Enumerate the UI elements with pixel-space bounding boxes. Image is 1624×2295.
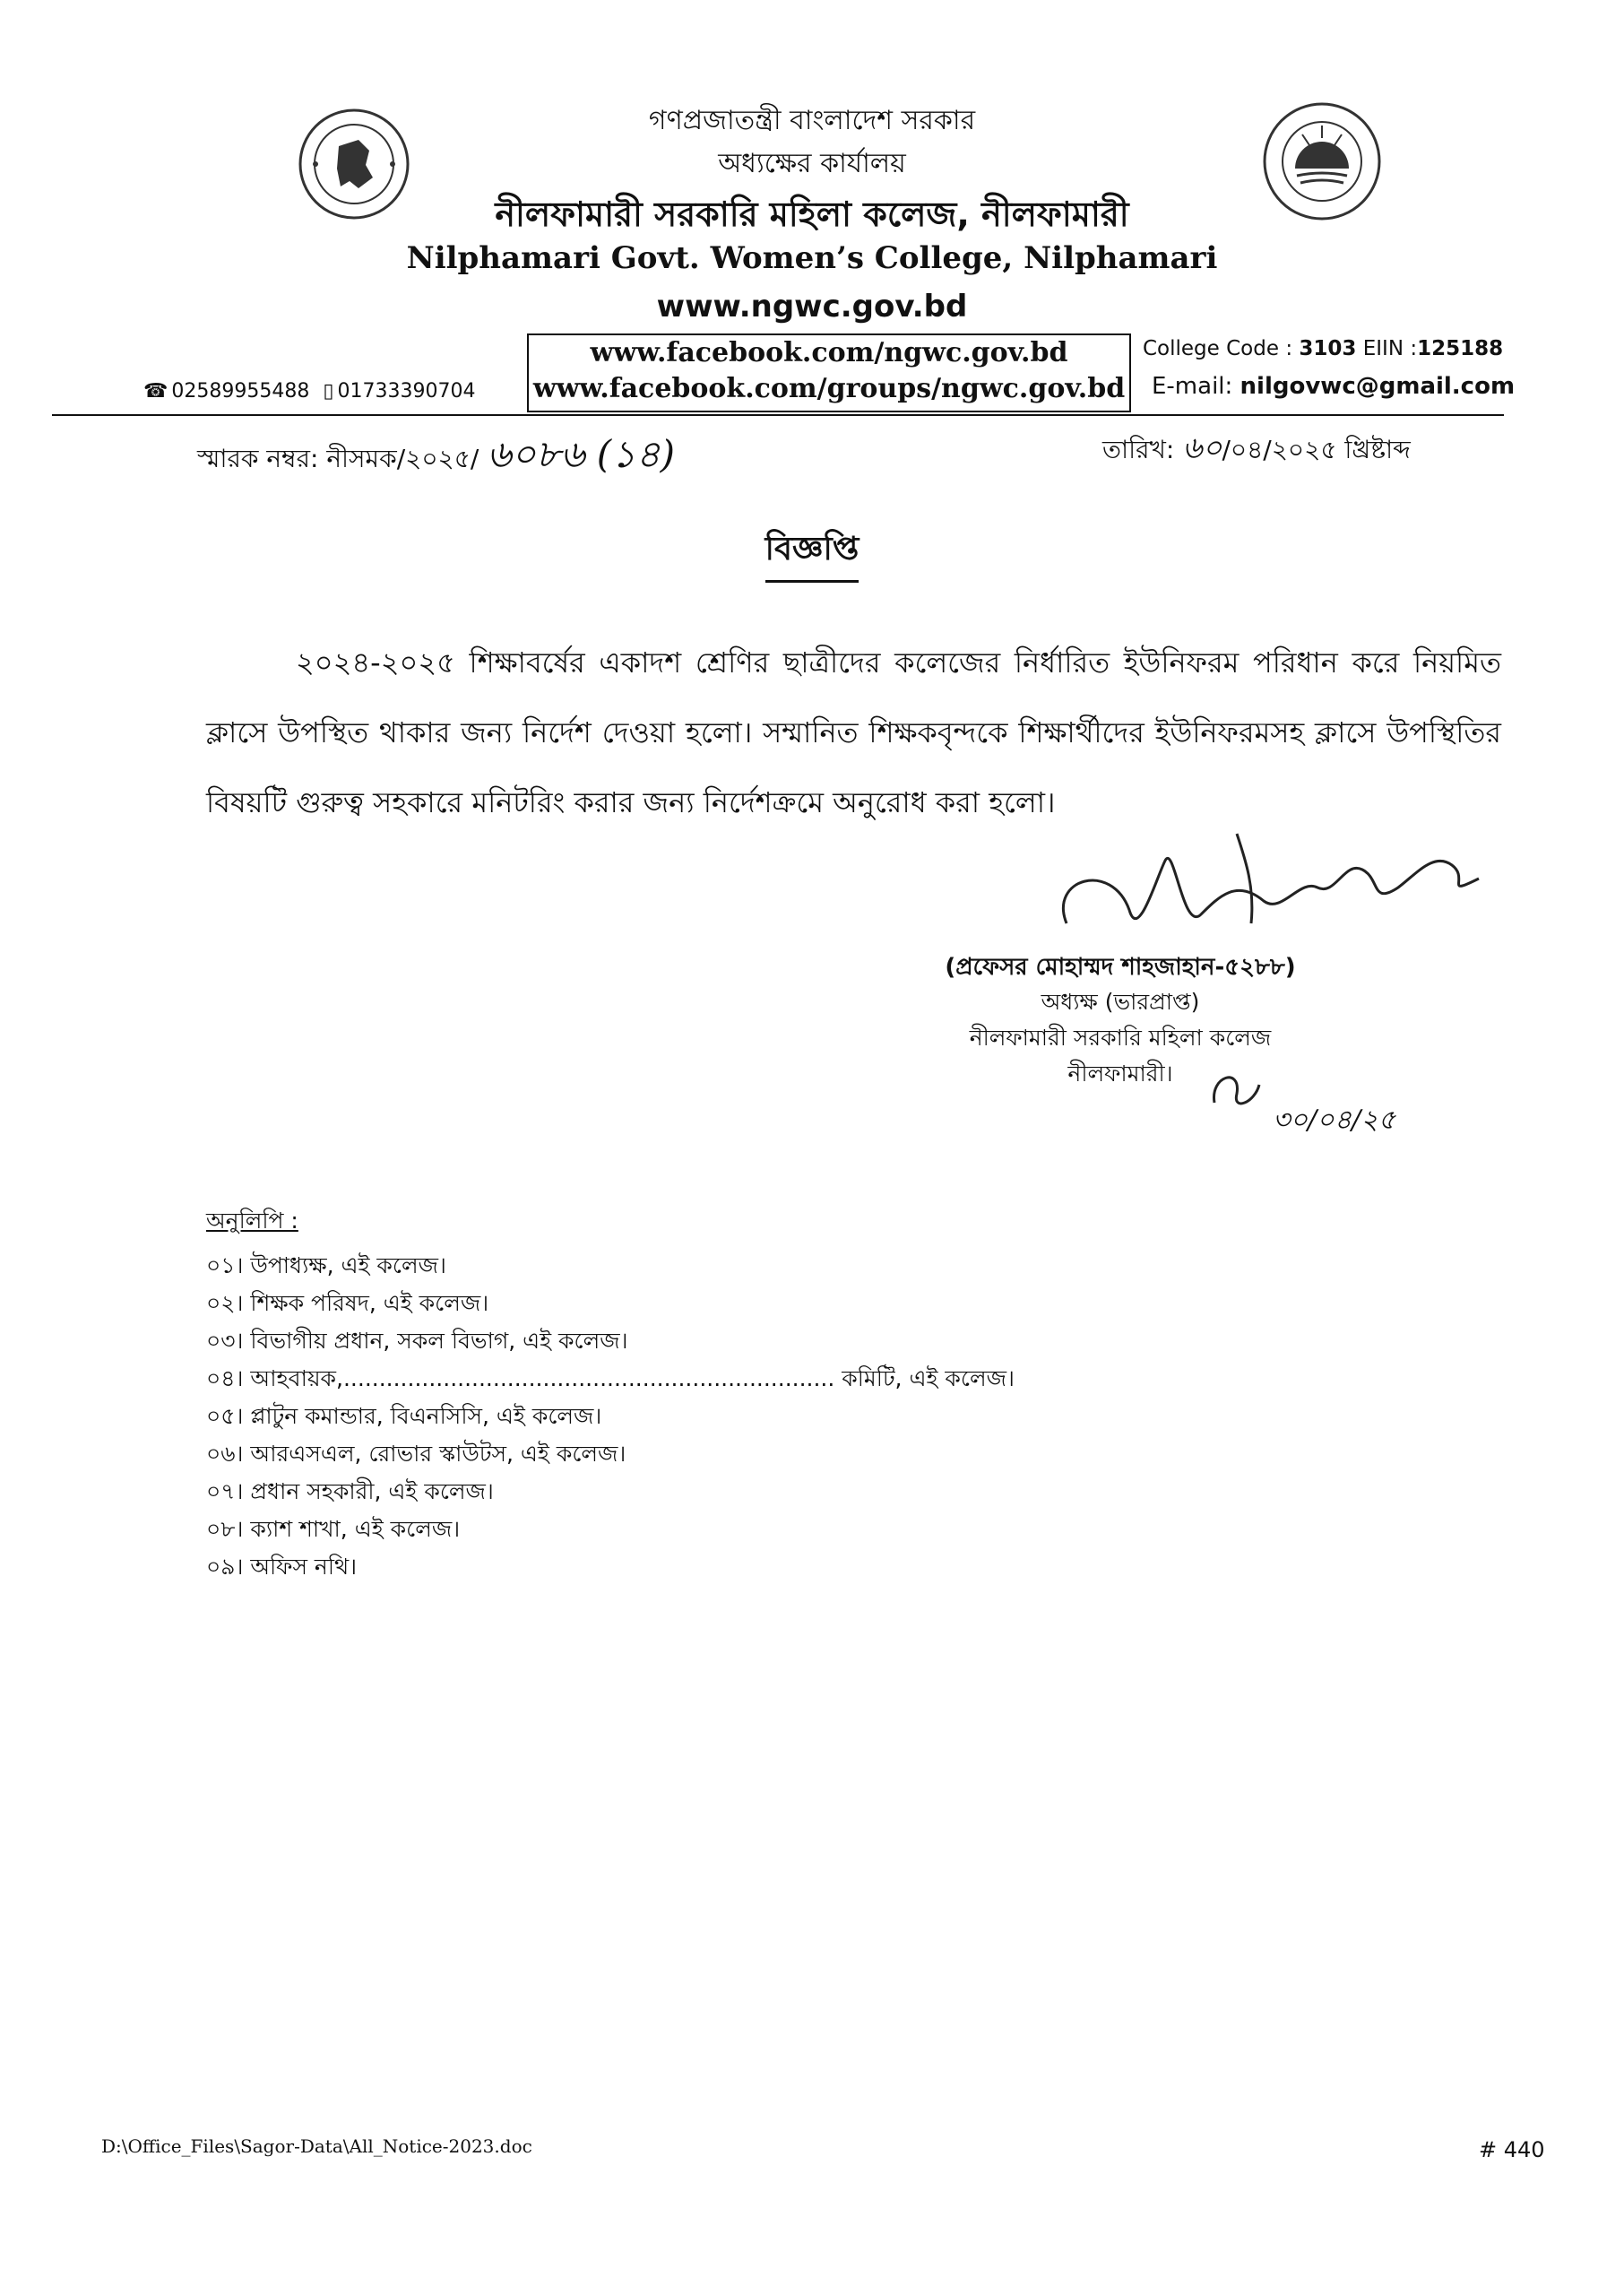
copy-to-heading: অনুলিপি : [206,1208,298,1234]
principal-signature [1031,825,1497,959]
initial-date: ৩০/০৪/২৫ [1273,1104,1396,1136]
initial-scribble [1205,1058,1268,1121]
college-code: 3103 [1299,337,1357,360]
eiin-label: EIIN : [1356,337,1418,360]
notice-title: বিজ্ঞপ্তি [765,524,860,583]
website-link[interactable]: www.ngwc.gov.bd [656,289,968,325]
list-item: ০২। শিক্ষক পরিষদ, এই কলেজ। [206,1290,489,1316]
memo-handwritten-number: ৬০৮৬ (১৪) [487,432,676,476]
phone-number: 02589955488 [171,380,310,403]
telephone-icon: ☎ [143,380,168,403]
date-handwritten-day: ৬০ [1182,430,1222,466]
signatory-designation: অধ্যক্ষ (ভারপ্রাপ্ত) [1041,989,1200,1015]
signatory-college: নীলফামারী সরকারি মহিলা কলেজ [969,1025,1272,1051]
facebook-group-link[interactable]: www.facebook.com/groups/ngwc.gov.bd [532,373,1126,404]
list-item: ০৩। বিভাগীয় প্রধান, সকল বিভাগ, এই কলেজ। [206,1328,628,1354]
college-code-line [1143,337,1503,360]
signatory-place: নীলফামারী। [1067,1061,1173,1087]
notice-paragraph: ২০২৪-২০২৫ শিক্ষাবর্ষের একাদশ শ্রেণির ছাত্রীদের কলেজের নির্ধারিত ইউনিফরম পরিধান করে নিয়মিত ক্লাসে উপস্থিত থাকার জন্য নির্দেশ দেওয়া হলো। সম্মানিত শিক্ষকবৃন্দকে শিক্ষার্থীদের ইউনিফরমসহ ক্লাসে উপস্থিতির বিষয়টি গুরুত্ব সহকারে মনিটরিং করার জন্য নির্দেশক্রমে অনুরোধ করা হলো। [206,645,1501,819]
facebook-links-box [527,333,1131,412]
facebook-page-link[interactable]: www.facebook.com/ngwc.gov.bd [590,337,1068,368]
list-item: ০৯। অফিস নথি। [206,1554,358,1580]
list-item: ০৮। ক্যাশ শাখা, এই কলেজ। [206,1516,461,1542]
page-number: # 440 [1479,2137,1545,2162]
signatory-name: (প্রফেসর মোহাম্মদ শাহজাহান-৫২৮৮) [945,954,1296,981]
list-item: ০৪। আহবায়ক,..................................................................... কমিটি, এই কলেজ। [206,1365,1015,1391]
college-code-label: College Code : [1143,337,1300,360]
email-address[interactable]: nilgovwc@gmail.com [1240,373,1516,400]
government-heading: গণপ্রজাতন্ত্রী বাংলাদেশ সরকার [648,105,976,136]
memo-label: স্মারক নম্বর: নীসমক/২০২৫/ [197,444,479,473]
mobile-phone-icon: ▯ [323,380,334,403]
file-path: D:\Office_Files\Sagor-Data\All_Notice-2023.doc [101,2135,532,2157]
mobile-number: 01733390704 [337,380,476,403]
memo-date [1102,425,1411,476]
college-name-english: Nilphamari Govt. Women’s College, Nilphamari [406,240,1218,276]
copy-to-list [206,1203,1015,1586]
date-label: তারিখ: [1102,435,1183,464]
email-label: E-mail: [1152,373,1240,400]
eiin-number: 125188 [1417,337,1504,360]
college-name-bangla: নীলফামারী সরকারি মহিলা কলেজ, নীলফামারী [495,195,1129,234]
list-item: ০৬। আরএসএল, রোভার স্কাউটস, এই কলেজ। [206,1441,626,1467]
title-container [0,524,1624,583]
email-line [1152,373,1515,400]
list-item: ০১। উপাধ্যক্ষ, এই কলেজ। [206,1252,446,1278]
list-item: ০৫। প্লাটুন কমান্ডার, বিএনসিসি, এই কলেজ। [206,1403,602,1429]
memo-number [197,425,675,489]
contact-phones [143,380,475,403]
header-divider [52,414,1504,416]
date-rest: /০৪/২০২৫ খ্রিষ্টাব্দ [1222,435,1411,464]
notice-body [206,628,1501,837]
office-heading: অধ্যক্ষের কার্যালয় [718,148,906,179]
list-item: ০৭। প্রধান সহকারী, এই কলেজ। [206,1478,494,1504]
